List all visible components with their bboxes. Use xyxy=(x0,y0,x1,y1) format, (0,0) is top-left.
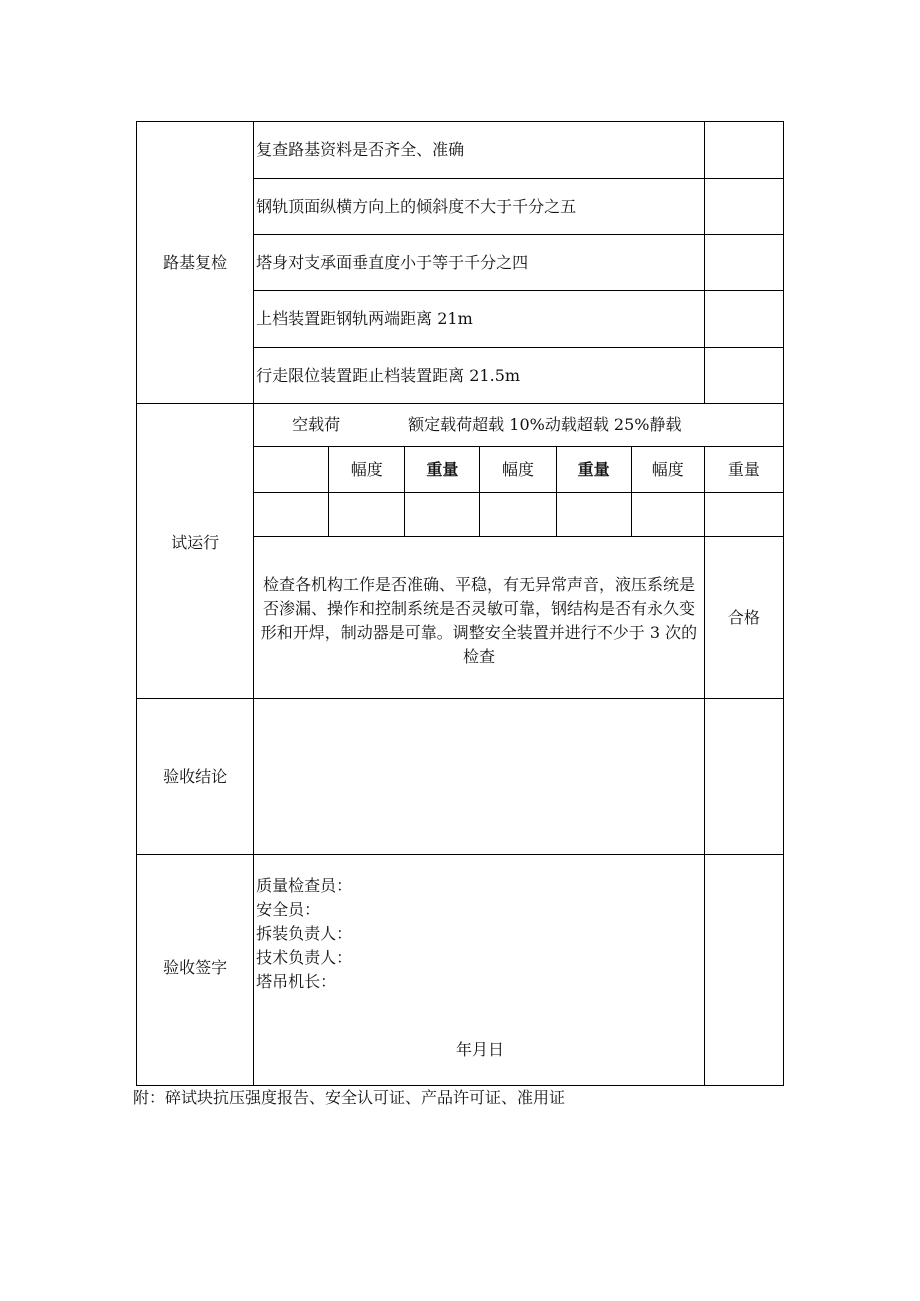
empty-load-label: 空载荷 xyxy=(292,415,341,434)
subgrade-result-cell xyxy=(704,122,783,179)
signature-label-text: 验收签字 xyxy=(163,958,228,977)
trial-check-paragraph: 检查各机构工作是否准确、平稳，有无异常声音，液压系统是否渗漏、操作和控制系统是否灵敏可靠，钢结构是否有永久变形和开焊，制动器是可靠。调整安全装置并进行不少于 3 次的检查 xyxy=(260,574,698,666)
subgrade-row xyxy=(137,122,784,179)
subgrade-item: 塔身对支承面垂直度小于等于千分之四 xyxy=(254,235,705,291)
signature-roles xyxy=(256,855,704,994)
subgrade-item: 上档装置距钢轨两端距离 21m xyxy=(254,291,705,348)
signature-result-cell xyxy=(704,855,783,1086)
signature-role-crane-operator: 塔吊机长： xyxy=(256,972,337,991)
conclusion-content xyxy=(254,699,705,855)
subgrade-item: 行走限位装置距止档装置距离 21.5m xyxy=(254,348,705,404)
signature-role-assembly-lead: 拆装负责人： xyxy=(256,924,353,943)
trial-value-cell xyxy=(329,493,405,537)
conclusion-row xyxy=(137,699,784,855)
signature-label xyxy=(137,855,254,1086)
trial-value-cell xyxy=(254,493,329,537)
trial-blank-cell xyxy=(254,447,329,493)
trial-value-cell xyxy=(405,493,480,537)
column-header-amplitude: 幅度 xyxy=(480,447,556,493)
signature-role-quality-inspector: 质量检查员： xyxy=(256,876,353,895)
trial-load-header xyxy=(254,404,784,447)
signature-role-safety-officer: 安全员： xyxy=(256,900,321,919)
trial-value-cell xyxy=(631,493,704,537)
trial-check-text xyxy=(254,537,705,699)
subgrade-result-cell xyxy=(704,235,783,291)
acceptance-table xyxy=(136,121,784,1086)
column-header-weight: 重量 xyxy=(704,447,783,493)
signature-row xyxy=(137,855,784,1086)
trial-run-label xyxy=(137,404,254,699)
subgrade-result-cell xyxy=(704,179,783,235)
signature-content xyxy=(254,855,705,1086)
subgrade-label: 路基复检 xyxy=(137,122,254,404)
column-header-weight: 重量 xyxy=(556,447,631,493)
trial-value-cell xyxy=(480,493,556,537)
column-header-weight: 重量 xyxy=(405,447,480,493)
conclusion-result-cell xyxy=(704,699,783,855)
attachment-note: 附：碎试块抗压强度报告、安全认可证、产品许可证、准用证 xyxy=(133,1088,566,1107)
trial-value-cell xyxy=(556,493,631,537)
signature-date: 年月日 xyxy=(455,1040,504,1059)
column-header-amplitude: 幅度 xyxy=(631,447,704,493)
subgrade-result-cell xyxy=(704,348,783,404)
subgrade-item: 钢轨顶面纵横方向上的倾斜度不大于千分之五 xyxy=(254,179,705,235)
trial-result: 合格 xyxy=(704,537,783,699)
trial-value-cell xyxy=(704,493,783,537)
trial-run-label-text: 试运行 xyxy=(171,533,220,552)
column-header-amplitude: 幅度 xyxy=(329,447,405,493)
conclusion-label: 验收结论 xyxy=(137,699,254,855)
subgrade-result-cell xyxy=(704,291,783,348)
trial-load-header-row xyxy=(137,404,784,447)
signature-role-technical-lead: 技术负责人： xyxy=(256,948,353,967)
subgrade-item: 复查路基资料是否齐全、准确 xyxy=(254,122,705,179)
rated-load-label: 额定载荷超载 10%动载超载 25%静载 xyxy=(408,415,682,434)
